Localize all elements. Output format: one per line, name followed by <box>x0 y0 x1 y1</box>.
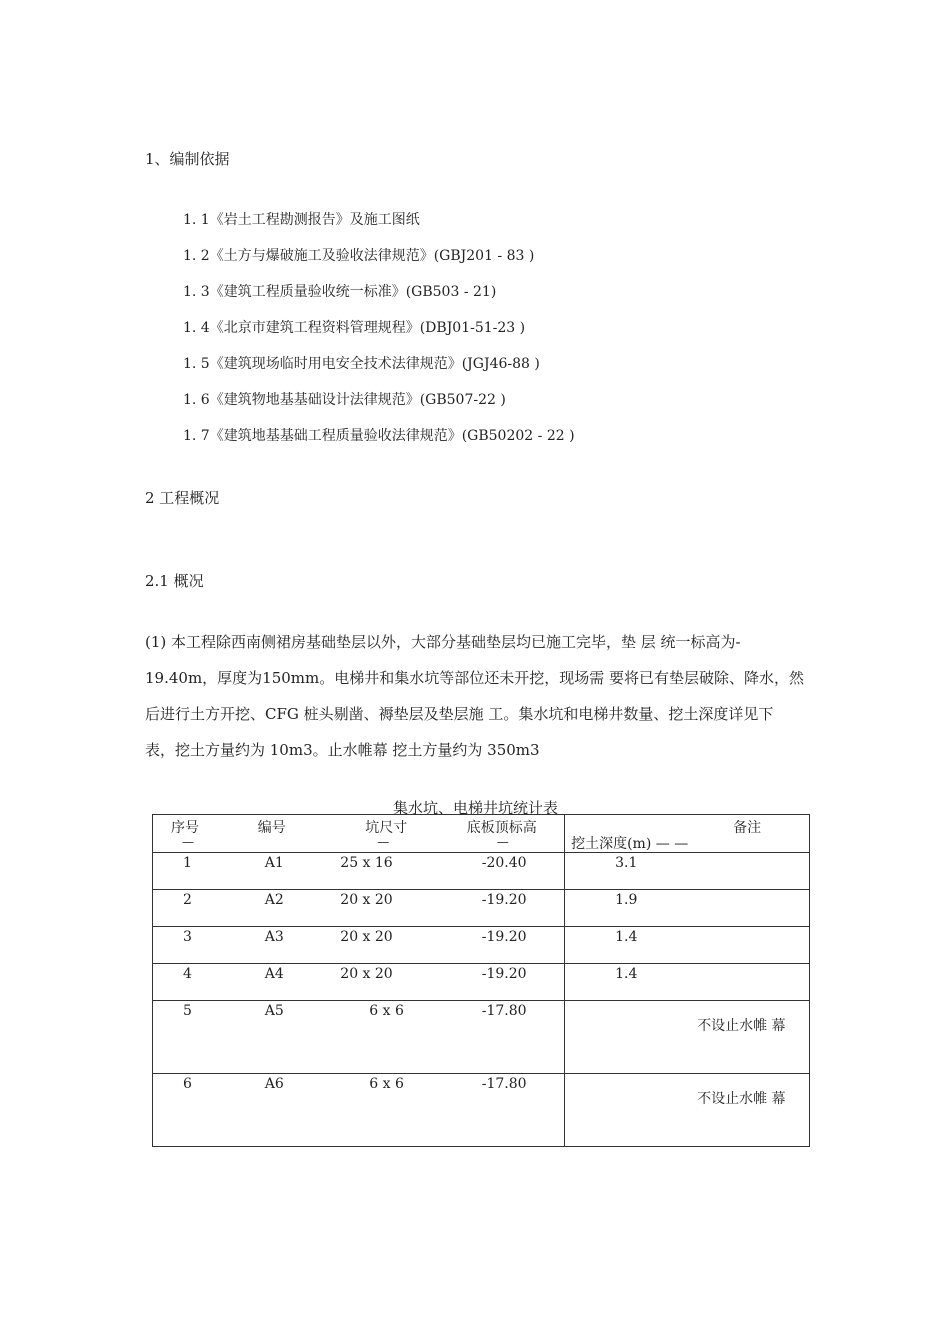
header-seq-label: 序号 <box>171 820 199 836</box>
header-code-label: 编号 <box>257 820 286 836</box>
paragraph-line: 表，挖土方量约为 10m3。止水帷幕 挖土方量约为 350m3 <box>145 741 540 759</box>
header-cell-depth-remark <box>565 815 810 853</box>
reference-item: 1. 5《建筑现场临时用电安全技术法律规范》(JGJ46-88 ) <box>183 356 540 372</box>
table-header-row <box>153 815 810 853</box>
cell-seq: 5 <box>183 1003 192 1019</box>
cell-elevation: -19.20 <box>481 966 527 982</box>
cell-size: 20 x 20 <box>340 892 393 908</box>
header-cell-seq <box>153 815 213 853</box>
table-row <box>153 890 810 927</box>
cell-elevation: -19.20 <box>481 892 527 908</box>
section-2-1-title: 2.1 概况 <box>145 572 204 590</box>
table-caption: 集水坑、电梯井坑统计表 <box>393 799 559 817</box>
cell-code: A5 <box>264 1003 284 1019</box>
cell-code: A6 <box>264 1076 284 1092</box>
cell-size: 25 x 16 <box>340 855 393 871</box>
cell-remark: 不设止水帷 幕 <box>697 1091 786 1107</box>
cell-depth: 1.4 <box>615 966 638 982</box>
header-dash: — <box>182 835 194 849</box>
table-row <box>153 927 810 964</box>
cell-elevation: -17.80 <box>481 1003 527 1019</box>
reference-item: 1. 3《建筑工程质量验收统一标准》(GB503 - 21) <box>183 284 497 300</box>
cell-seq: 6 <box>183 1076 192 1092</box>
header-depth-label: 挖土深度(m) — — <box>571 836 689 852</box>
section-1-title: 1、编制依据 <box>145 150 230 168</box>
cell-size: 6 x 6 <box>369 1003 404 1019</box>
paragraph-line: 后进行土方开挖、CFG 桩头剔凿、褥垫层及垫层施 工。集水坑和电梯井数量、挖土深度详见下 <box>145 705 774 723</box>
cell-code: A2 <box>264 892 284 908</box>
cell-seq: 4 <box>183 966 192 982</box>
cell-size: 20 x 20 <box>340 929 393 945</box>
cell-code: A4 <box>264 966 284 982</box>
cell-size: 20 x 20 <box>340 966 393 982</box>
table-row <box>153 853 810 890</box>
header-cell-code <box>213 815 308 853</box>
header-cell-size <box>307 815 421 853</box>
cell-depth: 3.1 <box>615 855 638 871</box>
pit-statistics-table <box>152 814 810 1147</box>
cell-size: 6 x 6 <box>369 1076 404 1092</box>
paragraph-line: 19.40m，厚度为150mm。电梯井和集水坑等部位还未开挖，现场需 要将已有垫层破除、降水，然 <box>145 669 805 687</box>
cell-code: A1 <box>264 855 284 871</box>
reference-item: 1. 1《岩土工程勘测报告》及施工图纸 <box>183 212 420 228</box>
cell-depth: 1.9 <box>615 892 638 908</box>
header-remark-label: 备注 <box>733 820 762 836</box>
header-dash: — <box>377 835 390 849</box>
reference-item: 1. 4《北京市建筑工程资料管理规程》(DBJ01-51-23 ) <box>183 320 526 336</box>
overview-paragraph <box>145 624 825 768</box>
reference-item: 1. 7《建筑地基基础工程质量验收法律规范》(GB50202 - 22 ) <box>183 428 575 444</box>
cell-depth: 1.4 <box>615 929 638 945</box>
header-cell-elevation <box>422 815 565 853</box>
cell-seq: 2 <box>183 892 192 908</box>
table-row <box>153 1001 810 1074</box>
reference-item: 1. 2《土方与爆破施工及验收法律规范》(GBJ201 - 83 ) <box>183 248 535 264</box>
cell-code: A3 <box>264 929 284 945</box>
cell-seq: 3 <box>183 929 192 945</box>
table-row <box>153 964 810 1001</box>
table-row <box>153 1074 810 1147</box>
header-size-label: 坑尺寸 <box>365 820 408 836</box>
paragraph-line: (1) 本工程除西南侧裙房基础垫层以外，大部分基础垫层均已施工完毕，垫 层 统一标高为- <box>145 633 741 651</box>
cell-elevation: -17.80 <box>481 1076 527 1092</box>
header-dash: — <box>496 835 509 849</box>
cell-elevation: -20.40 <box>481 855 527 871</box>
header-elevation-label: 底板顶标高 <box>466 820 537 836</box>
cell-seq: 1 <box>183 855 192 871</box>
cell-elevation: -19.20 <box>481 929 527 945</box>
reference-item: 1. 6《建筑物地基基础设计法律规范》(GB507-22 ) <box>183 392 506 408</box>
section-2-title: 2 工程概况 <box>145 489 220 507</box>
cell-remark: 不设止水帷 幕 <box>697 1018 786 1034</box>
